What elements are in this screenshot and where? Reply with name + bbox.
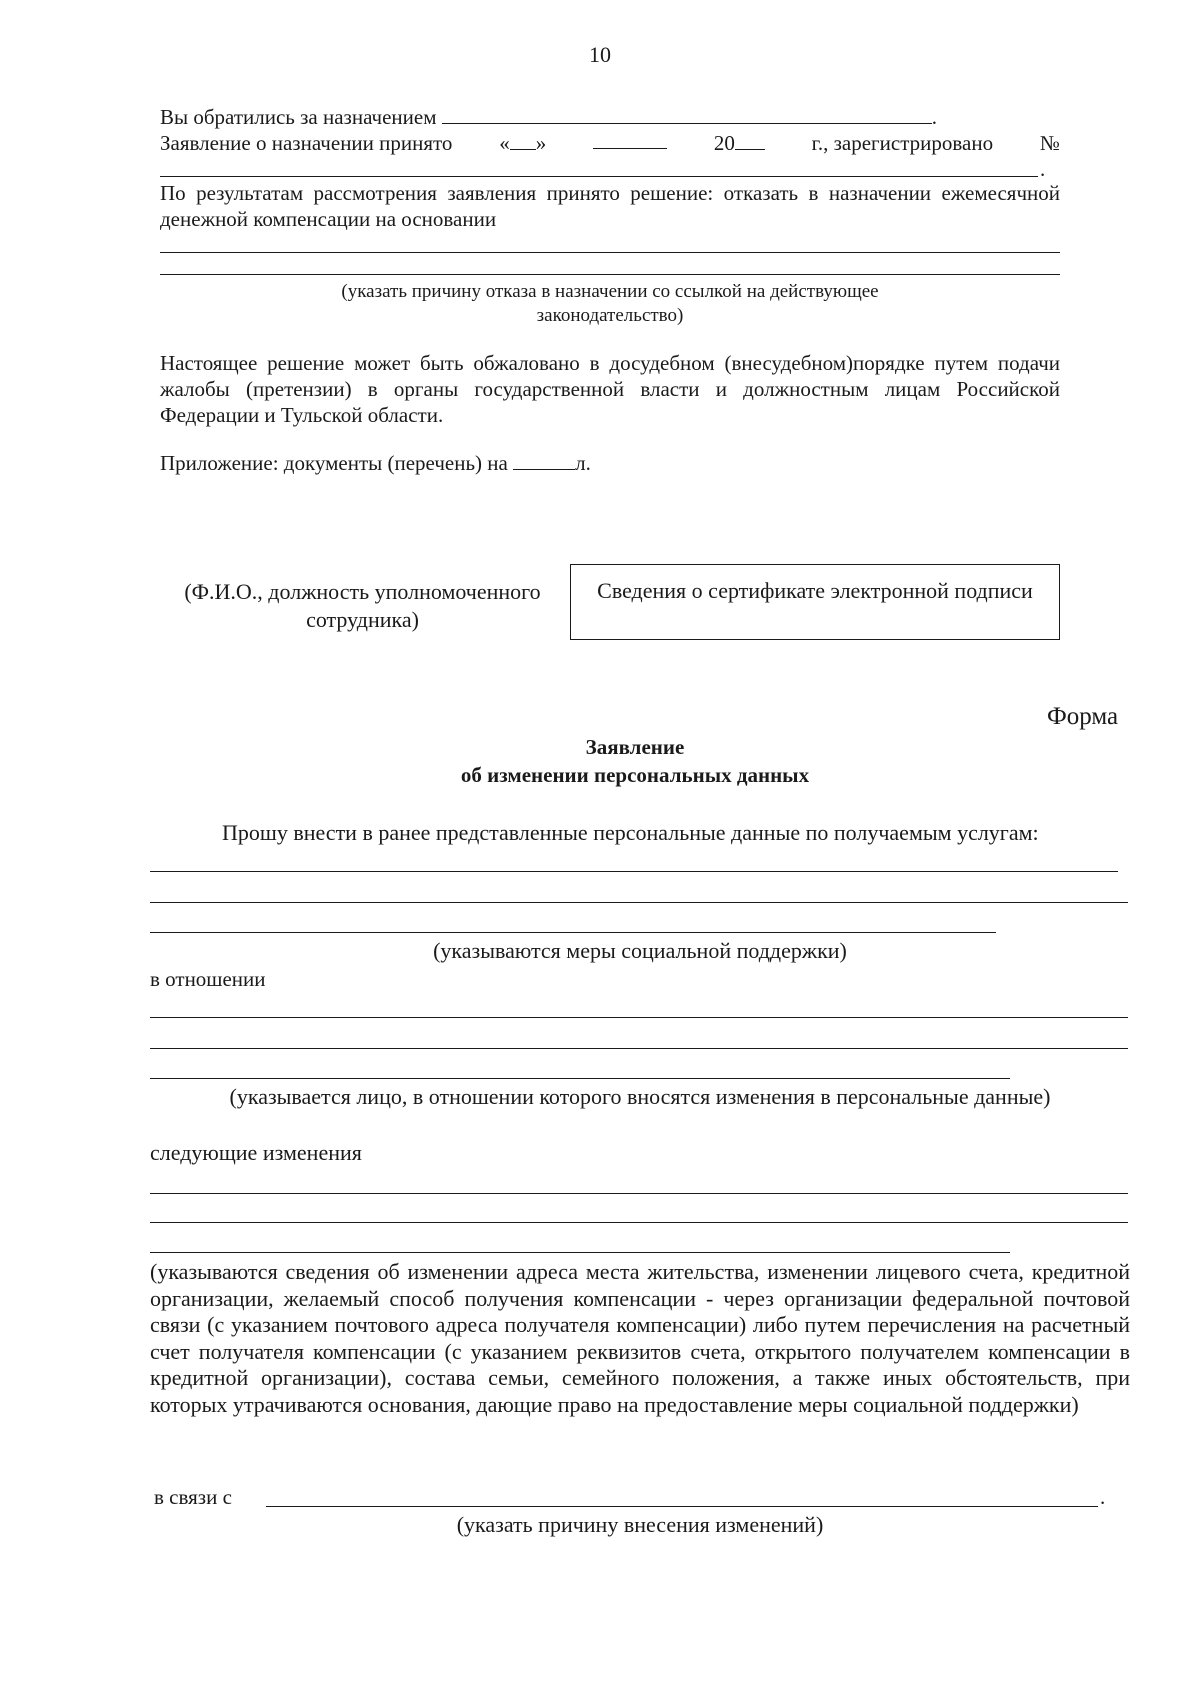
person-line-2[interactable] — [150, 1048, 1128, 1049]
regarding-label: в отношении — [150, 967, 266, 991]
form-title — [150, 733, 1120, 789]
official-signature-label: (Ф.И.О., должность уполномоченного сотрудника) — [184, 579, 541, 632]
registration-number-field[interactable] — [160, 176, 1038, 177]
page-number: 10 — [589, 42, 611, 67]
services-line-1[interactable] — [150, 871, 1118, 872]
applied-for-label: Вы обратились за назначением — [160, 105, 437, 129]
person-line-1[interactable] — [150, 1017, 1128, 1018]
number-sign: № — [1039, 131, 1060, 155]
attachment-unit: л. — [575, 451, 591, 475]
month-field[interactable] — [593, 130, 667, 149]
certificate-box — [570, 564, 1060, 640]
due-to-end: . — [1100, 1485, 1106, 1509]
applied-for-field[interactable] — [442, 105, 932, 124]
statement-accepted-row — [160, 130, 1060, 156]
appeal-text: Настоящее решение может быть обжаловано в досудебном (внесудебном)порядке путем подачи жалобы (претензии) в органы государственной власти и должностным лицам Российской Федерации и Тульской области. — [160, 351, 1060, 427]
day-field[interactable] — [510, 131, 536, 150]
services-line-3[interactable] — [150, 932, 996, 933]
attachment-pages-field[interactable] — [513, 451, 575, 470]
refusal-reason-line-1[interactable] — [160, 252, 1060, 253]
changes-label: следующие изменения — [150, 1140, 362, 1165]
applied-for-end: . — [931, 105, 938, 129]
services-hint: (указываются меры социальной поддержки) — [433, 938, 847, 963]
cause-hint: (указать причину внесения изменений) — [456, 1512, 824, 1537]
form-label: Форма — [1047, 703, 1119, 730]
form-title-line-2: об изменении персональных данных — [460, 763, 810, 787]
changes-line-2[interactable] — [150, 1222, 1128, 1223]
changes-line-3[interactable] — [150, 1252, 1010, 1253]
changes-line-1[interactable] — [150, 1193, 1128, 1194]
decision-result-text: По результатам рассмотрения заявления принято решение: отказать в назначении ежемесячной денежной компенсации на основании — [160, 181, 1060, 231]
due-to-label: в связи с — [154, 1485, 232, 1509]
attachment-row — [160, 450, 591, 476]
certificate-label: Сведения о сертификате электронной подписи — [597, 578, 1033, 603]
registered-label: г., зарегистрировано — [811, 131, 994, 155]
attachment-label: Приложение: документы (перечень) на — [160, 451, 508, 475]
refusal-reason-hint: (указать причину отказа в назначении со ссылкой на действующее законодательство) — [341, 281, 879, 326]
applied-for-row — [160, 104, 1060, 130]
statement-accepted-label: Заявление о назначении принято — [160, 131, 453, 155]
refusal-reason-line-2[interactable] — [160, 274, 1060, 275]
year-group: 20 — [714, 130, 765, 156]
person-line-3[interactable] — [150, 1078, 1010, 1079]
year-field[interactable] — [735, 131, 765, 150]
due-to-field[interactable] — [266, 1506, 1098, 1507]
date-day: « » — [499, 131, 547, 155]
registration-number-end: . — [1040, 157, 1046, 181]
request-text: Прошу внести в ранее представленные персональные данные по получаемым услугам: — [222, 820, 1039, 845]
form-title-line-1: Заявление — [585, 735, 685, 759]
changes-hint: (указываются сведения об изменении адреса места жительства, изменении лицевого счета, кредитной организации, желаемый способ получения компенсации - через организации федеральной почтовой связи (с указанием почтового адреса получателя компенсации) либо путем перечисления на расчетный счет получателя компенсации (с указанием реквизитов счета, открытого получателем компенсации в кредитной организации), состава семьи, семейного положения, а также иных обстоятельств, при которых утрачиваются основания, дающие право на предоставление меры социальной поддержки) — [150, 1259, 1130, 1417]
person-hint: (указывается лицо, в отношении которого вносятся изменения в персональные данные) — [229, 1084, 1051, 1109]
services-line-2[interactable] — [150, 902, 1128, 903]
